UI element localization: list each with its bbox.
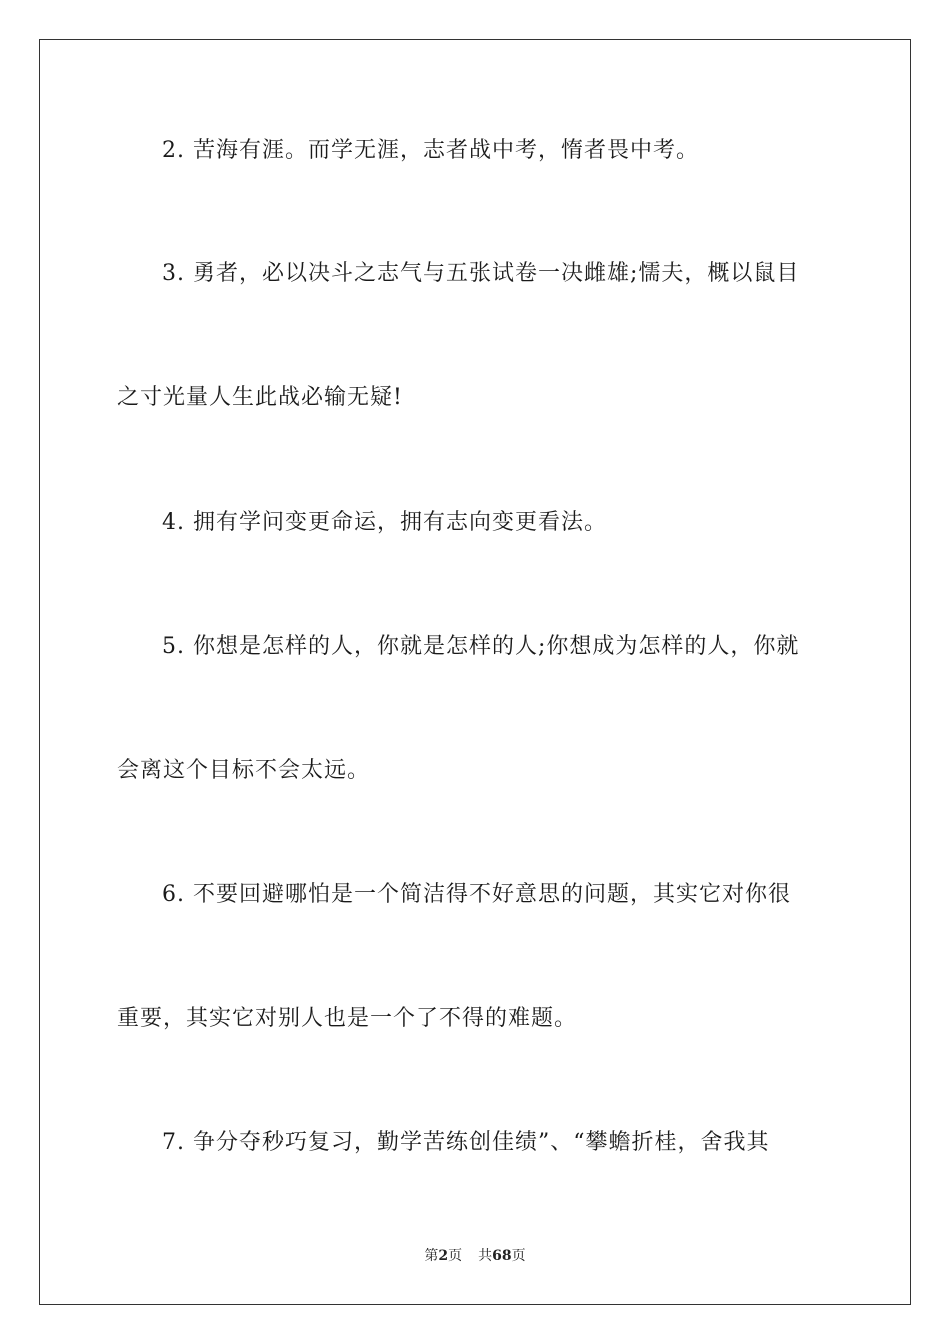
page-footer — [0, 1246, 950, 1266]
paragraph-4-line-1: 4. 拥有学问变更命运，拥有志向变更看法。 — [162, 510, 607, 535]
paragraph-5-line-2: 会离这个目标不会太远。 — [117, 758, 371, 783]
page-border — [39, 39, 911, 1305]
paragraph-6-line-1: 6. 不要回避哪怕是一个简洁得不好意思的问题，其实它对你很 — [162, 882, 791, 907]
paragraph-5-line-1: 5. 你想是怎样的人，你就是怎样的人;你想成为怎样的人，你就 — [162, 634, 800, 659]
total-pages: 68 — [492, 1248, 512, 1264]
paragraph-7-line-1: 7. 争分夺秒巧复习，勤学苦练创佳绩”、“攀蟾折桂，舍我其 — [162, 1130, 770, 1155]
paragraph-3-line-1: 3. 勇者，必以决斗之志气与五张试卷一决雌雄;懦夫，概以鼠目 — [162, 261, 800, 286]
total-suffix: 页 — [511, 1248, 526, 1264]
paragraph-3-line-2: 之寸光量人生此战必输无疑! — [117, 385, 403, 410]
page-suffix: 页 — [448, 1248, 463, 1264]
paragraph-2-line-1: 2. 苦海有涯。而学无涯，志者战中考，惰者畏中考。 — [162, 138, 699, 163]
page-prefix: 第 — [424, 1248, 439, 1264]
total-prefix: 共 — [478, 1248, 493, 1264]
paragraph-6-line-2: 重要，其实它对别人也是一个了不得的难题。 — [117, 1006, 578, 1031]
page-number: 2 — [438, 1248, 449, 1264]
